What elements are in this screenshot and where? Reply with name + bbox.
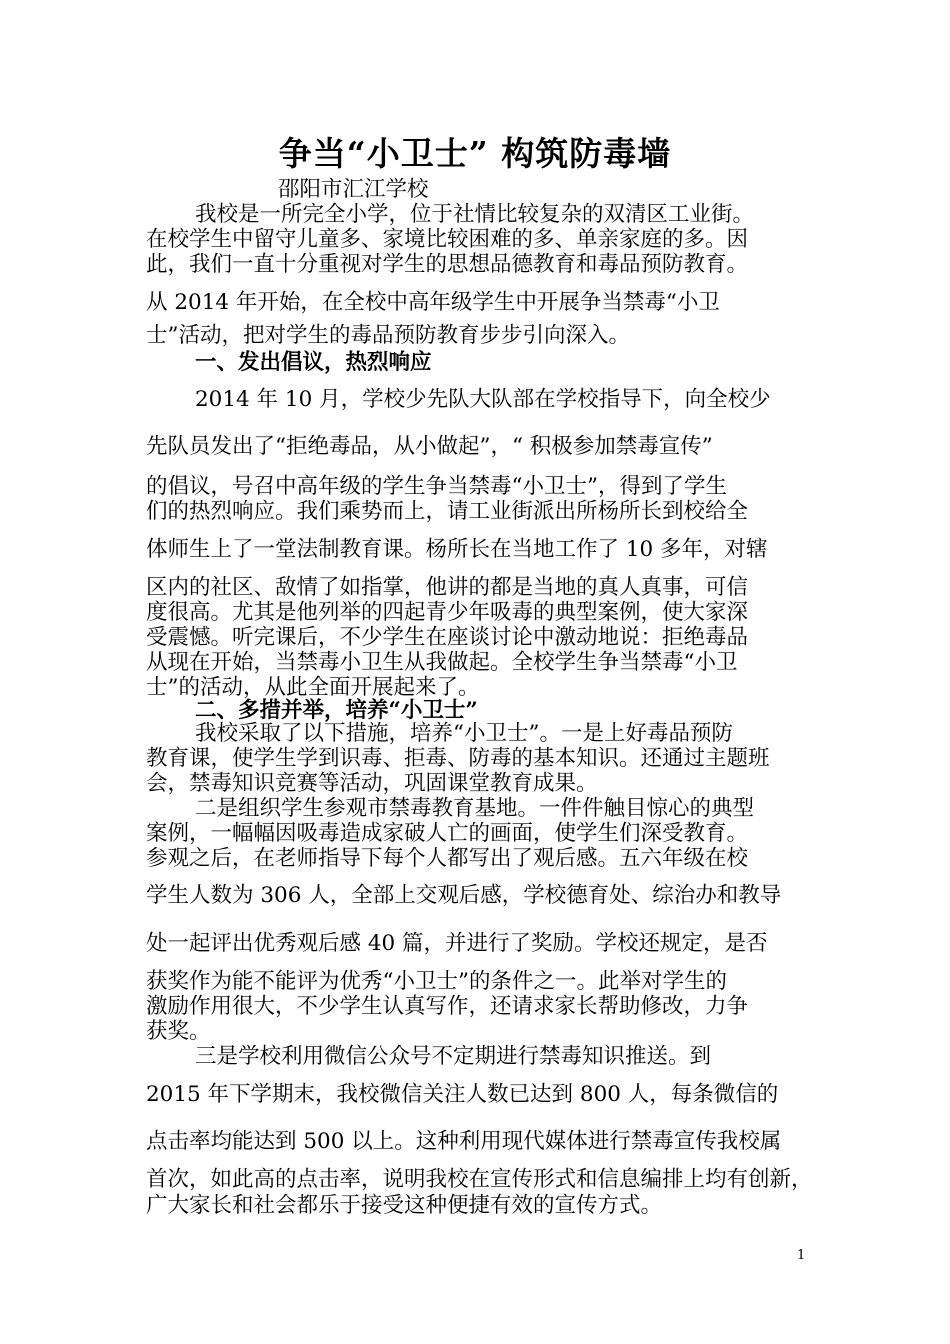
paragraph-line: 案例，一幅幅因吸毒造成家破人亡的画面，使学生们深受教育。	[146, 821, 749, 846]
paragraph-line: 点击率均能达到 500 以上。这种利用现代媒体进行禁毒宣传我校属	[146, 1129, 782, 1154]
paragraph-line: 三是学校利用微信公众号不定期进行禁毒知识推送。到	[195, 1044, 712, 1069]
paragraph-line: 学生人数为 306 人，全部上交观后感，学校德育处、综治办和教导	[146, 883, 782, 908]
paragraph-line: 们的热烈响应。我们乘势而上，请工业街派出所杨所长到校给全	[146, 499, 749, 524]
paragraph-line: 士”的活动，从此全面开展起来了。	[146, 675, 480, 700]
paragraph-line: 此，我们一直十分重视对学生的思想品德教育和毒品预防教育。	[146, 252, 749, 277]
paragraph-line: 从 2014 年开始，在全校中高年级学生中开展争当禁毒“小卫	[146, 290, 720, 315]
paragraph-line: 区内的社区、敌情了如指掌，他讲的都是当地的真人真事，可信	[146, 575, 749, 600]
paragraph-line: 会，禁毒知识竞赛等活动，巩固课堂教育成果。	[146, 771, 598, 796]
paragraph-line: 士”活动，把对学生的毒品预防教育步步引向深入。	[146, 323, 630, 348]
paragraph-line: 2014 年 10 月，学校少先队大队部在学校指导下，向全校少	[195, 387, 771, 412]
paragraph-line: 先队员发出了“拒绝毒品，从小做起”，“ 积极参加禁毒宣传”	[146, 434, 713, 459]
paragraph-line: 处一起评出优秀观后感 40 篇，并进行了奖励。学校还规定，是否	[146, 931, 768, 956]
document-title: 争当“小卫士” 构筑防毒墙	[278, 134, 672, 173]
paragraph-line: 激励作用很大，不少学生认真写作，还请求家长帮助修改，力争	[146, 994, 749, 1019]
paragraph-line: 广大家长和社会都乐于接受这种便捷有效的宣传方式。	[146, 1193, 663, 1218]
paragraph-line: 体师生上了一堂法制教育课。杨所长在当地工作了 10 多年，对辖	[146, 537, 768, 562]
paragraph-line: 获奖作为能不能评为优秀“小卫士”的条件之一。此举对学生的	[146, 969, 727, 994]
paragraph-line: 度很高。尤其是他列举的四起青少年吸毒的典型案例，使大家深	[146, 600, 749, 625]
paragraph-line: 的倡议，号召中高年级的学生争当禁毒“小卫士”，得到了学生	[146, 474, 727, 499]
paragraph-line: 我校是一所完全小学，位于社情比较复杂的双清区工业街。	[195, 202, 755, 227]
paragraph-line: 首次，如此高的点击率，说明我校在宣传形式和信息编排上均有创新，	[146, 1167, 813, 1192]
paragraph-line: 二是组织学生参观市禁毒教育基地。一件件触目惊心的典型	[195, 796, 755, 821]
author-line: 邵阳市汇江学校	[278, 177, 429, 202]
section-heading: 二、多措并举，培养“小卫士”	[195, 698, 478, 723]
paragraph-line: 我校采取了以下措施，培养“小卫士”。一是上好毒品预防	[195, 721, 733, 746]
paragraph-line: 2015 年下学期末，我校微信关注人数已达到 800 人，每条微信的	[146, 1082, 779, 1107]
section-heading: 一、发出倡议，热烈响应	[195, 350, 432, 375]
paragraph-line: 获奖。	[146, 1019, 211, 1044]
paragraph-line: 在校学生中留守儿童多、家境比较困难的多、单亲家庭的多。因	[146, 227, 749, 252]
paragraph-line: 教育课，使学生学到识毒、拒毒、防毒的基本知识。还通过主题班	[146, 746, 770, 771]
paragraph-line: 从现在开始，当禁毒小卫生从我做起。全校学生争当禁毒“小卫	[146, 650, 738, 675]
paragraph-line: 参观之后，在老师指导下每个人都写出了观后感。五六年级在校	[146, 846, 749, 871]
paragraph-line: 受震憾。听完课后，不少学生在座谈讨论中激动地说：拒绝毒品	[146, 625, 749, 650]
page-number: 1	[797, 1248, 806, 1263]
